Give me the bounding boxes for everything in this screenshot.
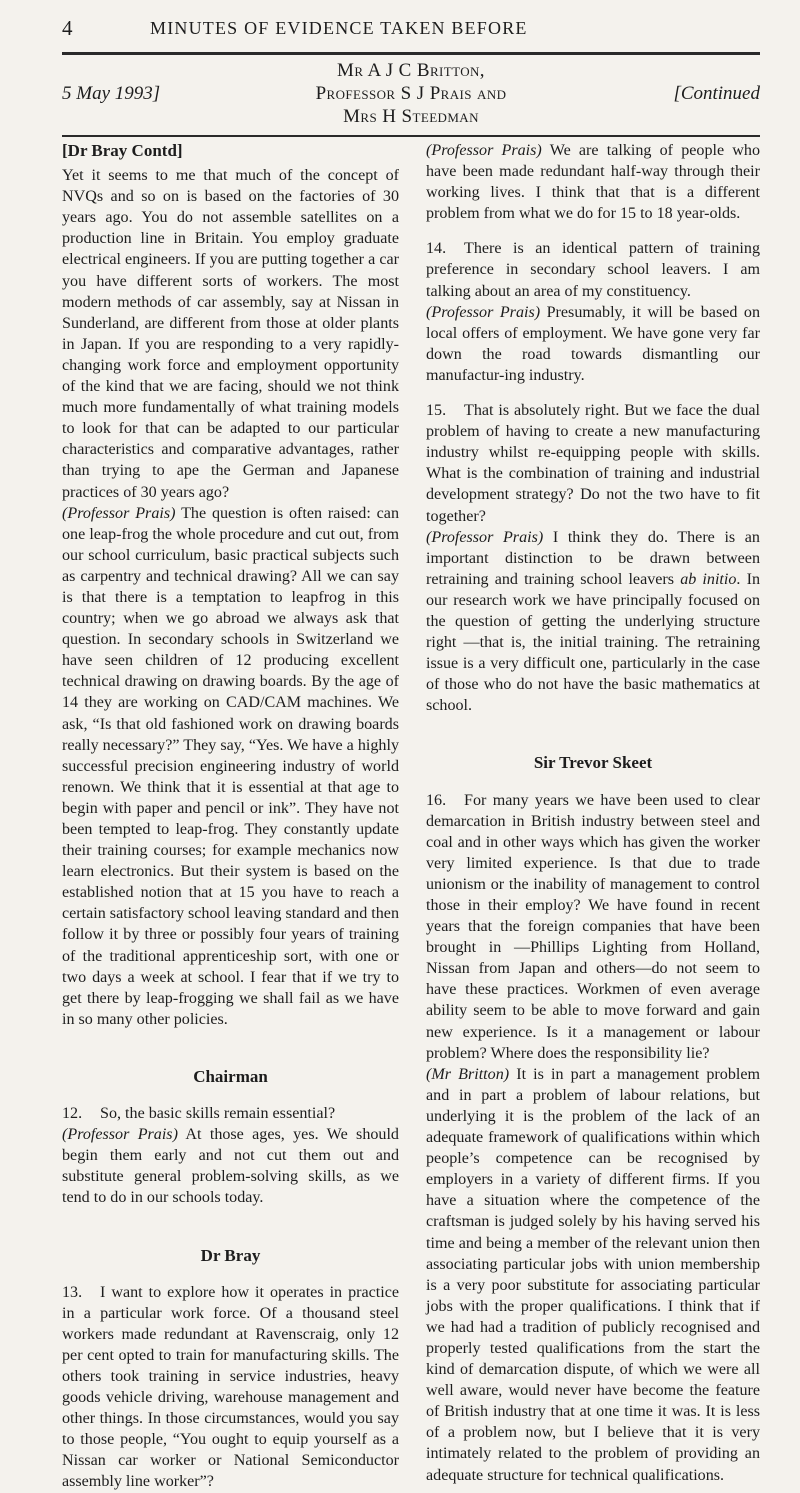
question-text: I want to explore how it operates in practice in a particular work force. Of a thousand steel workers made redundant at Ravenscraig, only 12 per cent opted to train for manufacturing skills. The others took training in service industries, heavy goods vehicle driving, warehouse management and other things. In those circumstances, would you say to those people, “You ought to equip yourself as a Nissan car worker or National Semiconductor assembly line worker”?	[62, 1283, 399, 1491]
question-number: 15.	[426, 402, 447, 420]
speaker-heading-skeet: Sir Trevor Skeet	[533, 753, 653, 773]
paragraph: Yet it seems to me that much of the concept of NVQs and so on is based on the factories of 30 years ago. You do not assemble satellites on a production line in Britain. You employ graduate electrical engineers. If you are putting together a car you have different sorts of workers. The most modern methods of car assembly, say at Nissan in Sunderland, are different from those at older plants in Japan. If you are responding to a very rapidly-changing work force and employment opportunity of the kind that we are facing, should we not think much more fundamentally of what training models to look for that can be adapted to our particular characteristics and comparative advantages, rather than trying to ape the German and Japanese practices of 30 years ago?	[62, 167, 399, 501]
question-number: 14.	[426, 240, 447, 258]
answer-speaker: (Professor Prais)	[62, 1126, 178, 1144]
answer-text: At those ages, yes. We should begin them early and not cut them out and substitute general problem-solving skills, as we tend to do in our schools today.	[62, 1126, 399, 1207]
answer-speaker: (Professor Prais)	[426, 142, 542, 159]
question-text: For many years we have been used to clear demarcation in British industry between steel and coal and in other ways which has given the worker very limited experience. Is that due to trade unionism or the inability of management to control those in their employ? We have found in recent years that the foreign companies that have been brought in —Phillips Lighting from Holland, Nissan from Japan and others—do not seem to have these practices. Workmen of even average ability seem to be able to move forward and gain new experience. Is it a management or labour problem? Where does the responsibility lie?	[426, 791, 760, 1062]
answer-speaker: (Mr Britton)	[426, 1065, 510, 1083]
question-paragraph	[62, 1282, 399, 1493]
witness-line-2: Professor S J Prais and	[315, 83, 507, 104]
question-number: 13.	[62, 1283, 83, 1301]
session-date: 5 May 1993]	[62, 83, 161, 104]
answer-text: Presumably, it will be based on local offers of employment. We have gone very far down the road towards dismantling our manufactur-ing industry.	[426, 303, 760, 384]
question-number: 16.	[426, 791, 447, 809]
answer-text: We are talking of people who have been made redundant half-way through their working lives. I think that that is a different problem from what we do for 15 to 18 year-olds.	[426, 142, 761, 223]
right-column	[426, 140, 760, 1486]
answer-speaker: (Professor Prais)	[426, 528, 544, 546]
witness-block	[62, 60, 760, 132]
answer-text: It is in part a management problem and in part a problem of labour relations, but underlying it is the problem of the lack of an adequate framework of qualifications within which people’s competence can be recognised by employers in a variety of different firms. If you have a situation where the competence of the craftsman is judged solely by his having served his time and being a member of the relevant union then associating particular jobs with union membership is a very poor substitute for associating particular jobs with the proper qualifications. I think that if we had had a tradition of publicly recognised and properly tested qualifications from the start the kind of demarcation dispute, of which we were all well aware, would never have become the feature of British industry that at one time it was. It is less of a problem now, but I believe that it is very intimately related to the problem of providing an adequate structure for technical qualifications.	[426, 1065, 761, 1484]
question-paragraph	[62, 1103, 399, 1124]
question-text: So, the basic skills remain essential?	[100, 1105, 336, 1123]
question-paragraph	[426, 400, 760, 527]
answer-paragraph	[426, 1064, 760, 1486]
section-rule	[62, 135, 760, 137]
answer-text: The question is often raised: can one leap-frog the whole procedure and cut out, from our school curriculum, basic practical subjects such as carpentry and technical drawing? All we can say is that there is a temptation to leapfrog in this country; when we go abroad we always ask that question. In secondary schools in Switzerland we have seen children of 12 producing excellent technical drawing on drawing boards. By the age of 14 they are working on CAD/CAM machines. We ask, “Is that old fashioned work on drawing boards really necessary?” They say, “Yes. We have a highly successful precision engineering industry of world renown. We think that it is essential at that age to begin with paper and pencil or ink”. They have not been tempted to leap-frog. They constantly update their training courses; for example mechanics now learn electronics. But their system is based on the established notion that at 15 you have to reach a certain satisfactory school leaving standard and then follow it by three or possibly four years of training of the traditional apprenticeship sort, with one or two days a week at school. I fear that if we try to get there by leap-frogging we shall fail as we have in so many other policies.	[62, 504, 400, 1028]
question-text: There is an identical pattern of training preference in secondary school leavers. I am talking about an area of my constituency.	[426, 240, 760, 300]
answer-text: I think they do. There is an important distinction to be drawn between retraining and training school leavers	[426, 528, 760, 588]
left-column	[62, 140, 399, 1493]
question-paragraph	[426, 238, 760, 301]
running-title: MINUTES OF EVIDENCE TAKEN BEFORE	[150, 18, 528, 38]
answer-paragraph	[426, 140, 760, 224]
header-rule	[62, 52, 760, 55]
page-number: 4	[62, 16, 73, 40]
answer-paragraph	[62, 1124, 399, 1208]
speaker-heading-dr-bray: Dr Bray	[200, 1245, 261, 1265]
continued-label: [Continued	[673, 83, 760, 104]
speaker-contd: [Dr Bray Contd]	[62, 141, 183, 160]
answer-paragraph	[426, 527, 760, 717]
witness-line-3: Mrs H Steedman	[343, 106, 479, 127]
question-number: 12.	[62, 1105, 83, 1123]
question-paragraph	[426, 790, 760, 1064]
answer-paragraph	[62, 503, 399, 1030]
answer-speaker: (Professor Prais)	[62, 504, 176, 522]
question-text: That is absolutely right. But we face the dual problem of having to create a new manufacturing industry whilst re-equipping people with skills. What is the combination of training and industrial development strategy? Do not the two have to fit together?	[426, 402, 760, 525]
answer-text-cont: . In our research work we have principally focused on the question of getting the underlying structure right —that is, the initial training. The retraining issue is a very difficult one, particularly in the case of those who do not have the basic mathematics at school.	[426, 570, 760, 715]
answer-speaker: (Professor Prais)	[426, 303, 541, 321]
speaker-heading-chairman: Chairman	[193, 1066, 268, 1086]
latin-term: ab initio	[680, 570, 737, 588]
witness-line-1: Mr A J C Britton,	[337, 60, 485, 81]
answer-paragraph	[426, 302, 760, 386]
